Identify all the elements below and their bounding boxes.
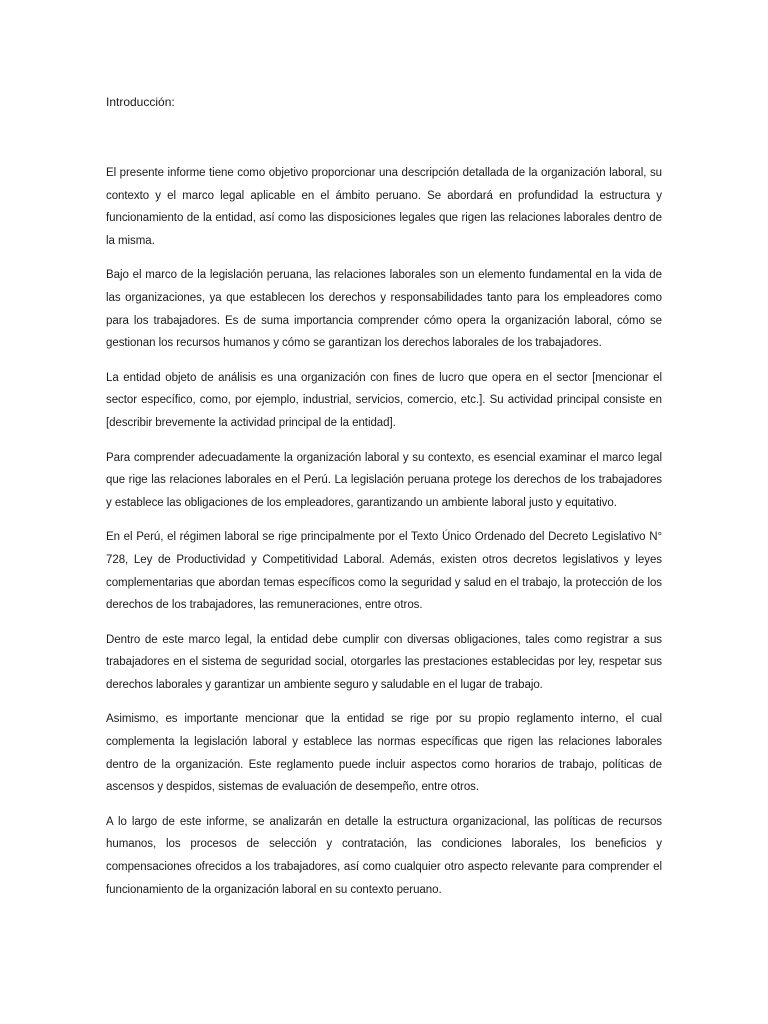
paragraph-entity-description: La entidad objeto de análisis es una organización con fines de lucro que opera en el sector [mencionar el sector específico, como, por ejemplo, industrial, servicios, comercio, etc.]. Su actividad principal consiste en [describir brevemente la actividad principal de la entidad].: [106, 371, 662, 429]
paragraph-context: Para comprender adecuadamente la organización laboral y su contexto, es esencial examinar el marco legal que rige las relaciones laborales en el Perú. La legislación peruana protege los derechos de los trabajadores y establece las obligaciones de los empleadores, garantizando un ambiente laboral justo y equitativo.: [106, 451, 662, 509]
paragraph-obligations: Dentro de este marco legal, la entidad debe cumplir con diversas obligaciones, tales como registrar a sus trabajadores en el sistema de seguridad social, otorgarles las prestaciones establecidas por ley, respetar sus derechos laborales y garantizar un ambiente seguro y saludable en el lugar de trabajo.: [106, 633, 662, 691]
paragraph-internal-rules: Asimismo, es importante mencionar que la entidad se rige por su propio reglamento interno, el cual complementa la legislación laboral y establece las normas específicas que rigen las relaciones laborales dentro de la organización. Este reglamento puede incluir aspectos como horarios de trabajo, políticas de ascensos y despidos, sistemas de evaluación de desempeño, entre otros.: [106, 713, 662, 794]
paragraph-labor-regime: En el Perú, el régimen laboral se rige principalmente por el Texto Único Ordenado del Decreto Legislativo N° 728, Ley de Productividad y Competitividad Laboral. Además, existen otros decretos legislativos y leyes complementarias que abordan temas específicos como la seguridad y salud en el trabajo, la protección de los derechos de los trabajadores, las remuneraciones, entre otros.: [106, 531, 662, 612]
section-heading: Introducción:: [106, 95, 175, 109]
paragraph-objective: El presente informe tiene como objetivo proporcionar una descripción detallada de la organización laboral, su contexto y el marco legal aplicable en el ámbito peruano. Se abordará en profundidad la estructura y funcionamiento de la entidad, así como las disposiciones legales que rigen las relaciones laborales dentro de la misma.: [106, 167, 662, 247]
paragraph-report-scope: A lo largo de este informe, se analizarán en detalle la estructura organizacional, las políticas de recursos humanos, los procesos de selección y contratación, las condiciones laborales, los beneficios y compensaciones ofrecidos a los trabajadores, así como cualquier otro aspecto relevante para comprender el funcionamiento de la organización laboral en su contexto peruano.: [106, 815, 662, 896]
paragraph-legal-framework: Bajo el marco de la legislación peruana, las relaciones laborales son un elemento fundamental en la vida de las organizaciones, ya que establecen los derechos y responsabilidades tanto para los empleadores como para los trabajadores. Es de suma importancia comprender cómo opera la organización laboral, cómo se gestionan los recursos humanos y cómo se garantizan los derechos laborales de los trabajadores.: [106, 269, 662, 350]
document-body: [106, 91, 662, 913]
